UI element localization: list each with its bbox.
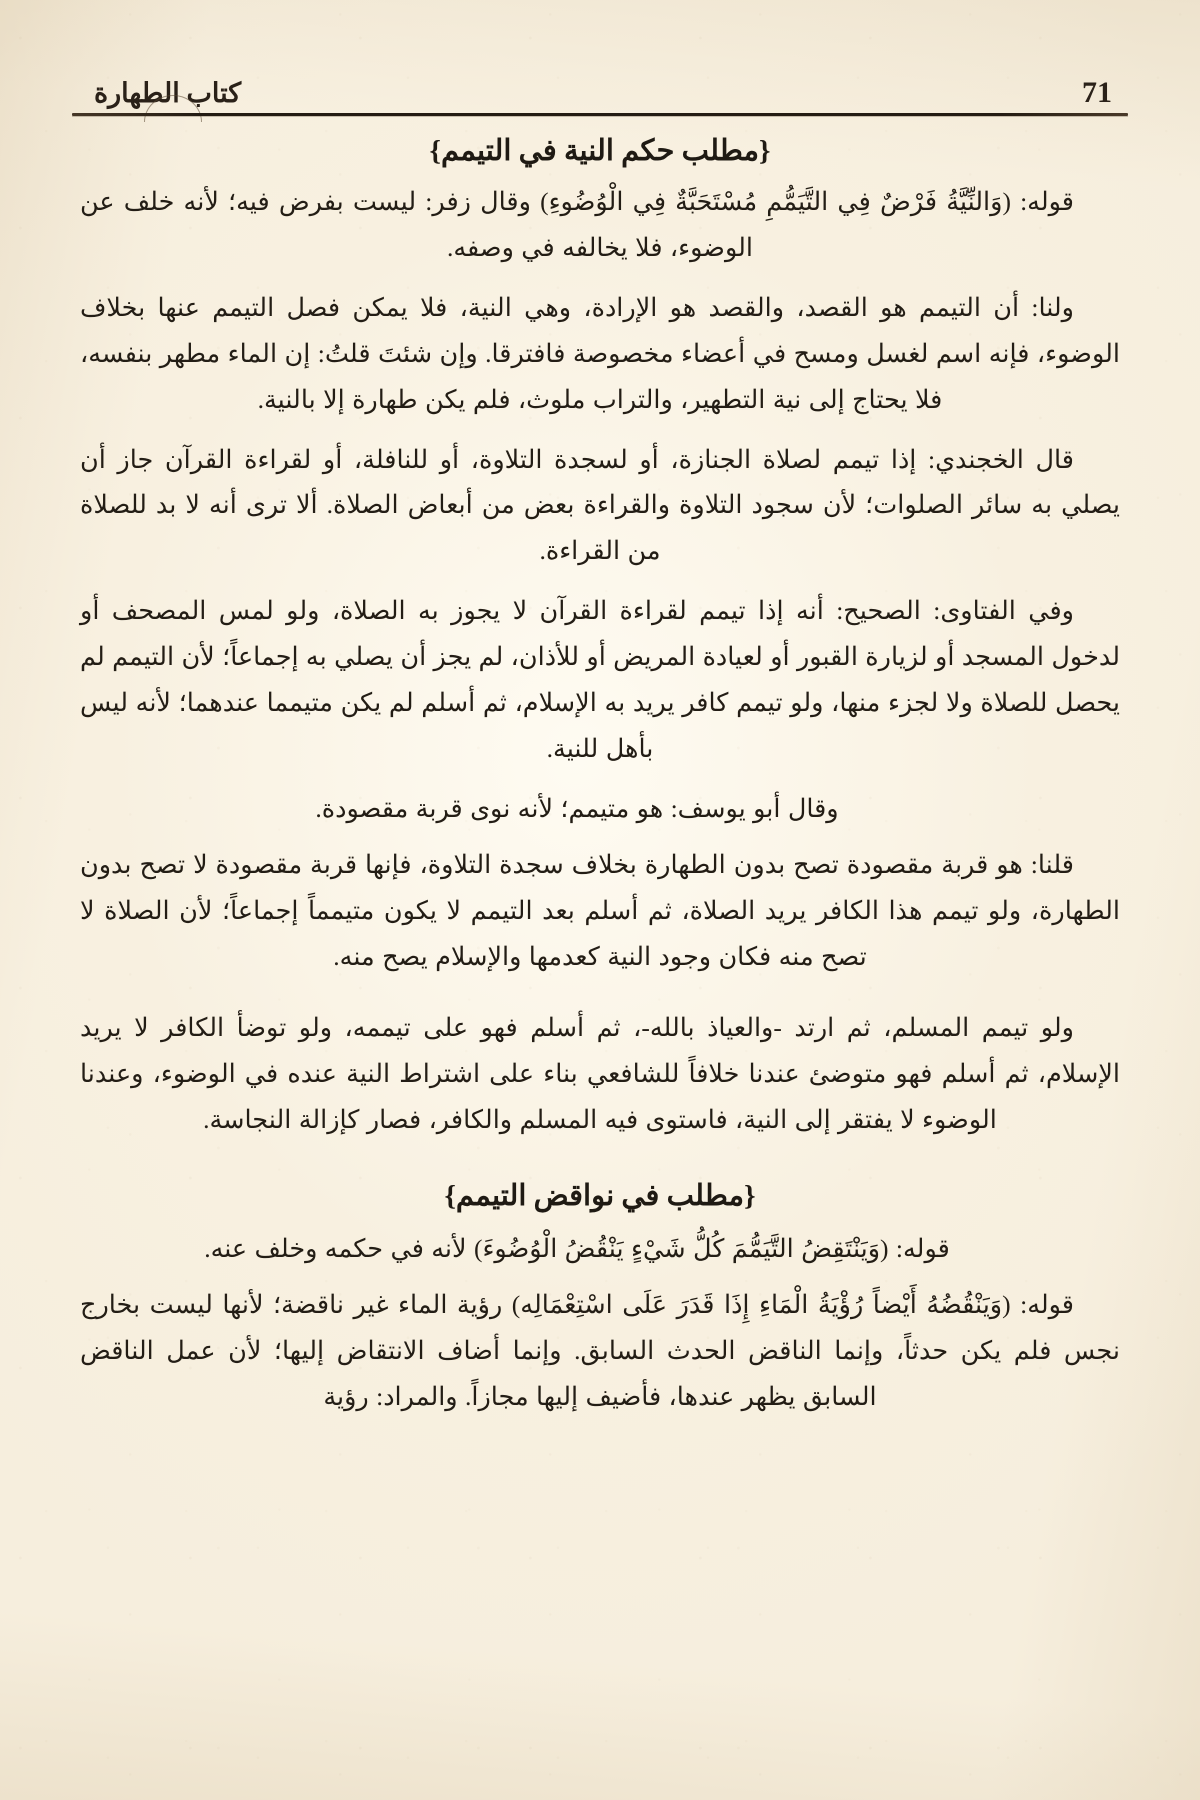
section-heading-niyyah: {مطلب حكم النية في التيمم} [429,135,771,167]
paragraph-qawluhu-ruyat-alma: قوله: (وَيَنْقُضُهُ أَيْضاً رُؤْيَةُ الْمَاءِ إِذَا قَدَرَ عَلَى اسْتِعْمَالِه) رؤية الماء غير ناقضة؛ لأنها ليست بخارج نجس فلم يكن حدثاً، وإنما الناقض الحدث السابق. وإنما أضاف الانتقاض إليها؛ لأن عمل الناقض السابق يظهر عندها، فأضيف إليها مجازاً. والمراد: رؤية [80,1290,1120,1411]
paragraph-abu-yusuf: وقال أبو يوسف: هو متيمم؛ لأنه نوى قربة مقصودة. [315,793,839,823]
paragraph-muslim-murtad: ولو تيمم المسلم، ثم ارتد -والعياذ بالله-، ثم أسلم فهو على تيممه، ولو توضأ الكافر لا يريد الإسلام، ثم أسلم فهو متوضئ عندنا خلافاً للشافعي بناء على اشتراط النية عنده في الوضوء، وعندنا الوضوء لا يفتقر إلى النية، فاستوى فيه المسلم والكافر، فصار كإزالة النجاسة. [80,1013,1120,1135]
paragraph-fatawa: وفي الفتاوى: الصحيح: أنه إذا تيمم لقراءة القرآن لا يجوز به الصلاة، ولو لمس المصحف أو لدخول المسجد أو لزيارة القبور أو لعيادة المريض أو للأذان، لم يجز أن يصلي به إجماعاً؛ لأن التيمم لم يحصل للصلاة ولا لجزء منها، ولو تيمم كافر يريد به الإسلام، ثم أسلم لم يكن متيمما عندهما؛ لأنه ليس بأهل للنية. [80,596,1120,763]
page-body [66,132,1134,1420]
section-heading-nawaqid: {مطلب في نواقض التيمم} [444,1180,756,1213]
paragraph-khujandi: قال الخجندي: إذا تيمم لصلاة الجنازة، أو لسجدة التلاوة، أو للنافلة، أو لقراءة القرآن جاز أن يصلي به سائر الصلوات؛ لأن سجود التلاوة والقراءة بعض من أبعاض الصلاة. ألا ترى أنه لا بد للصلاة من القراءة. [80,444,1120,566]
paragraph-qawluhu-yantaqid: قوله: (وَيَنْتَقِضُ التَّيَمُّمَ كُلُّ شَيْءٍ يَنْقُضُ الْوُضُوءَ) لأنه في حكمه وخلف عنه. [204,1234,950,1264]
book-title: كتاب الطهارة [94,78,242,108]
paragraph-qawluhu-niyyah: قوله: (وَالنِّيَّةُ فَرْضٌ فِي التَّيَمُّمِ مُسْتَحَبَّةٌ فِي الْوُضُوءِ) وقال زفر: ليست بفرض فيه؛ لأنه خلف عن الوضوء، فلا يخالفه في وصفه. [80,187,1074,263]
page-number: 71 [1082,76,1112,109]
header-rule [72,113,1128,116]
paragraph-walana: ولنا: أن التيمم هو القصد، والقصد هو الإرادة، وهي النية، فلا يمكن فصل التيمم عنها بخلاف الوضوء، فإنه اسم لغسل ومسح في أعضاء مخصوصة فافترقا. وإن شئتَ قلتُ: إن الماء مطهر بنفسه، فلا يحتاج إلى نية التطهير، والتراب ملوث، فلم يكن طهارة إلا بالنية. [80,292,1120,414]
paragraph-qulna: قلنا: هو قربة مقصودة تصح بدون الطهارة بخلاف سجدة التلاوة، فإنها قربة مقصودة لا تصح بدون الطهارة، ولو تيمم هذا الكافر يريد الصلاة، ثم أسلم بعد التيمم لا يكون متيمماً إجماعاً؛ لأن الصلاة لا تصح منه فكان وجود النية كعدمها والإسلام يصح منه. [80,849,1120,971]
running-head [66,52,1134,110]
